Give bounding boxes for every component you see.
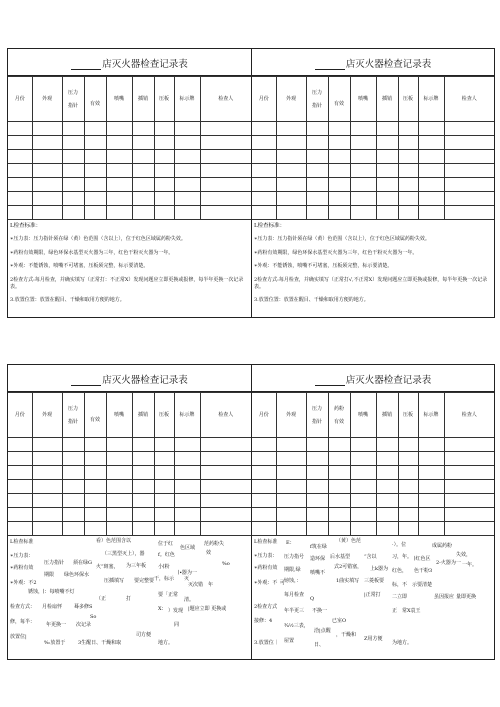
inspection-table <box>8 76 251 220</box>
garbled-text: 每月检查 <box>284 592 305 598</box>
header-month: 月份 <box>252 77 276 122</box>
garbled-text: ）发现 <box>168 608 184 614</box>
garbled-text: ∗压力表： <box>10 553 34 559</box>
garbled-text: 二立即 <box>392 594 408 600</box>
garbled-text: 失效， <box>456 552 472 558</box>
header-appearance: 外观 <box>276 77 306 122</box>
garbled-text: %o <box>222 561 230 567</box>
header-pin: 插销 <box>132 393 154 438</box>
garbled-text: f。红色 <box>158 552 175 558</box>
notes-title: L检查标准： <box>254 223 286 229</box>
garbled-text: 检查方式： <box>10 604 36 610</box>
header-inspector: 检查人 <box>200 77 251 122</box>
form-title <box>252 49 494 76</box>
table-row <box>252 452 494 466</box>
table-row <box>8 494 251 508</box>
garbled-text: 压插填写 <box>104 578 125 584</box>
inspection-notes-garbled <box>252 536 494 651</box>
garbled-text: 喷嘴不 <box>310 570 326 576</box>
record-panel-top-right <box>251 49 494 317</box>
note-placement: 3.放置位置：放置在醒目、干燥和取用方便的地方。 <box>254 297 369 303</box>
garbled-text: 可 <box>280 580 286 586</box>
garbled-text: 不换一 <box>312 608 328 614</box>
garbled-text: 绿色环保水 <box>64 572 90 578</box>
garbled-text: 月检扇怦 <box>42 604 63 610</box>
inspection-table <box>252 76 494 220</box>
note-agent-validity: ∗药粉有效期限，绿色环保水基型灭火器为三年，红色干粉灭火器为一年。 <box>10 249 174 256</box>
garbled-text: ，干燥和 <box>336 632 357 638</box>
garbled-text: 灭 <box>184 576 190 582</box>
garbled-text: 干，标示 <box>154 576 175 582</box>
garbled-text: |题应立即 更换或 <box>188 606 227 612</box>
garbled-text: 为三年板 <box>126 563 147 569</box>
header-hose: 压板 <box>398 77 418 122</box>
header-nozzle: 喷嘴 <box>350 77 376 122</box>
header-hose: 压板 <box>398 393 418 438</box>
garbled-text: （三黑型灭上），器 <box>102 551 145 557</box>
note-agent-validity: ∗药粉有效期限，绿色环保水基型灭火器为三年，红色干粉灭火器为一年。 <box>254 249 418 256</box>
garbled-text: 地方。 <box>158 640 174 646</box>
inspection-notes <box>252 220 494 304</box>
garbled-text: E： <box>286 540 295 546</box>
table-row <box>252 494 494 508</box>
garbled-text: （正 <box>96 596 107 602</box>
garbled-text: 要完整要 <box>134 578 155 584</box>
garbled-text: 已室O <box>332 618 347 624</box>
header-nozzle: 喷嘴 <box>106 77 132 122</box>
table-row <box>252 466 494 480</box>
inspection-table <box>252 392 494 536</box>
garbled-text: 屋置 <box>284 638 295 644</box>
garbled-text: 成属药粉 <box>432 543 453 549</box>
garbled-text: 洽|点醒 <box>314 628 331 634</box>
table-row <box>252 192 494 206</box>
header-month: 月份 <box>8 77 32 122</box>
garbled-text: 色区域 <box>180 545 196 551</box>
table-row <box>252 164 494 178</box>
table-row <box>252 480 494 494</box>
garbled-text: 式2可错塞， <box>334 564 363 570</box>
header-nozzle: 喷嘴 <box>106 393 132 438</box>
garbled-text: |正常打 <box>364 592 381 598</box>
header-agent-validity: 有效 <box>84 393 106 438</box>
garbled-text: 打 <box>126 596 132 602</box>
garbled-text: 为地方。 <box>392 640 413 646</box>
form-title-text: 店灭火器检查记录表 <box>102 59 188 70</box>
garbled-text: （黄）色范 <box>336 538 362 544</box>
garbled-text: 后水基型 <box>330 554 351 560</box>
garbled-text: 2检查方式 <box>254 604 278 610</box>
form-title-text: 店灭火器检查记录表 <box>345 59 432 70</box>
inspection-table <box>8 392 251 536</box>
header-pressure-gauge: 压力 指针 <box>306 393 328 438</box>
table-row <box>8 206 251 220</box>
note-appearance: ∗外观：不能锈蚀，喷嘴不可堵塞，压板须完整，标示要清楚。 <box>10 263 149 269</box>
garbled-text: 小∣粉 <box>158 564 170 570</box>
store-name-blank <box>71 375 101 386</box>
header-month: 月份 <box>8 393 32 438</box>
garbled-text: ∣红色区 <box>414 556 431 562</box>
table-row <box>8 466 251 480</box>
header-appearance: 外观 <box>32 77 62 122</box>
store-name-blank <box>71 59 101 70</box>
note-pressure: ∗压力表：压力指针须在绿（黄）色范围（含以上），位于红色区域属药粉失效。 <box>10 236 186 242</box>
garbled-text: ∗压力表： <box>254 553 278 559</box>
garbled-text: 习，年。 <box>392 554 413 560</box>
header-label: 标示牌 <box>418 393 444 438</box>
record-panel-bottom-right <box>251 365 494 659</box>
note-method: 2检查方式:每月检查，并确实填写（正常打√,不正常X）发现问题应立即更换或报修，每半年更换一次记录表。 <box>254 276 488 290</box>
garbled-text: L检查标准 <box>254 539 278 545</box>
table-row <box>252 508 494 522</box>
garbled-text: ·）。位 <box>392 542 407 548</box>
header-label: 标示牌 <box>174 77 200 122</box>
form-title <box>8 49 251 76</box>
garbled-text: So <box>90 614 97 620</box>
garbled-text: 期限,绿 <box>284 567 301 573</box>
garbled-text: Q <box>310 596 315 602</box>
note-appearance: ∗外观：不能锈蚀，喷嘴不可堵塞，压板须完整，标示要清楚。 <box>254 263 393 269</box>
table-row <box>8 150 251 164</box>
garbled-text: 接修：4 <box>254 618 273 624</box>
inspection-notes-garbled <box>8 536 251 651</box>
garbled-text: 1曲实填写 <box>336 578 360 584</box>
record-sheet-top <box>7 48 495 318</box>
garbled-text: 效 <box>206 550 212 556</box>
table-row <box>8 164 251 178</box>
table-row <box>252 206 494 220</box>
garbled-text: 量即更换 <box>456 594 477 600</box>
record-sheet-bottom <box>7 364 495 660</box>
header-month: 月份 <box>252 393 276 438</box>
header-inspector: 检查人 <box>444 77 494 122</box>
header-pin: 插销 <box>376 77 398 122</box>
garbled-text: 日、 <box>314 642 325 648</box>
garbled-text: 范药粉失 <box>204 541 225 547</box>
header-pressure-gauge: 压力 指针 <box>306 77 328 122</box>
garbled-text: 蓦多修S <box>74 604 93 610</box>
note-placement: 3.放置位置：放置在醒目、干燥和取用方便的地方。 <box>10 297 125 303</box>
garbled-text: 看）色范围含以 <box>96 538 132 544</box>
garbled-text: ¾½三表， <box>284 623 309 629</box>
garbled-text: 压力指号 <box>284 554 305 560</box>
header-label: 标示牌 <box>174 393 200 438</box>
garbled-text: 红色， <box>392 568 408 574</box>
note-method: 2检查方式:每月检查，并确实填写（正常打：不正常X）发现问题应立即更换或报修，每半年更换一次记录表。 <box>10 276 244 290</box>
header-nozzle: 喷嘴 <box>350 393 376 438</box>
header-pressure-gauge: 压力 指针 <box>62 77 84 122</box>
header-hose: 压板 <box>154 393 174 438</box>
garbled-text: ∣∙器为一 <box>178 570 197 576</box>
inspection-notes <box>8 220 251 304</box>
header-pin: 插销 <box>376 393 398 438</box>
table-row <box>8 508 251 522</box>
garbled-text: L检查标准 <box>10 539 34 545</box>
garbled-text: 期限 <box>44 572 55 578</box>
garbled-text: ∗外观：不 <box>254 580 278 586</box>
garbled-text: 常X袁王 <box>402 608 421 614</box>
header-pressure-gauge: 压力 指针 <box>62 393 84 438</box>
header-pin: 插销 <box>132 77 154 122</box>
garbled-text: 年 <box>208 582 214 588</box>
garbled-text: %:放置于 <box>44 640 66 646</box>
garbled-text: 次记录 <box>76 622 92 628</box>
garbled-text: 位于红 <box>158 541 174 547</box>
record-panel-top-left <box>8 49 251 317</box>
table-row <box>252 178 494 192</box>
garbled-text: 正 <box>392 608 398 614</box>
garbled-text: 色干粉3 <box>414 568 433 574</box>
note-pressure: ∗压力表：压力指针须在绿（黄）色范围（含以上），位于红色区域属药粉失效。 <box>254 236 430 242</box>
garbled-text: 修，每半： <box>10 619 36 625</box>
table-row <box>8 522 251 536</box>
garbled-text: 虽因报应 <box>434 594 455 600</box>
form-title-text: 店灭火器检查记录表 <box>102 375 188 386</box>
garbled-text: 放置位| <box>10 634 27 640</box>
garbled-text: f筑在绿 <box>310 544 327 550</box>
header-agent-validity: 药粉 有效 <box>328 393 350 438</box>
header-inspector: 检查人 <box>444 393 494 438</box>
table-row <box>8 452 251 466</box>
garbled-text: 压力指针 <box>44 560 65 566</box>
garbled-text: 清。 <box>184 597 195 603</box>
garbled-text: 3生醒日、干燥和取 <box>78 640 122 646</box>
table-row <box>252 438 494 452</box>
garbled-text: Z用方便 <box>364 636 383 642</box>
table-row <box>8 178 251 192</box>
table-row <box>8 480 251 494</box>
header-appearance: 外观 <box>32 393 62 438</box>
store-name-blank <box>315 375 345 386</box>
form-title <box>8 365 251 392</box>
garbled-text: X： <box>158 606 167 612</box>
header-appearance: 外观 <box>276 393 306 438</box>
garbled-text: 镑蚀，： <box>284 578 302 584</box>
garbled-text: 造环保 <box>310 556 326 562</box>
header-hose: 压板 <box>154 77 174 122</box>
garbled-text: 要「正常 <box>158 592 179 598</box>
table-row <box>252 522 494 536</box>
header-agent-validity: 有效 <box>328 77 350 122</box>
garbled-text: 示要清楚 <box>412 582 433 588</box>
store-name-blank <box>315 59 345 70</box>
garbled-text: ∗外观：不2 <box>10 580 37 586</box>
garbled-text: 司方便 <box>136 632 152 638</box>
garbled-text: 上k器为 <box>370 566 389 572</box>
header-inspector: 检查人 <box>200 393 251 438</box>
garbled-text: 锈蚀，∣：每喷嘴不灯 <box>28 589 75 595</box>
garbled-text: 一年。 <box>462 562 478 568</box>
table-row <box>8 136 251 150</box>
form-title <box>252 365 494 392</box>
table-row <box>252 150 494 164</box>
record-panel-bottom-left <box>8 365 251 659</box>
garbled-text: 三菱板要 <box>364 578 385 584</box>
garbled-text: 同 <box>174 622 180 628</box>
table-row <box>8 192 251 206</box>
garbled-text: 灭次错 <box>188 582 204 588</box>
table-row <box>252 136 494 150</box>
garbled-text: 年更换一 <box>46 622 67 628</box>
garbled-text: 标，不 <box>392 582 408 588</box>
header-label: 标示牌 <box>418 77 444 122</box>
garbled-text: “含以 <box>364 554 377 560</box>
garbled-text: 年半更三 <box>284 608 305 614</box>
garbled-text: ∗药粉有效 <box>254 565 278 571</box>
garbled-text: 3.放置位｜ <box>254 640 279 646</box>
garbled-text: 2-火器为一 <box>436 560 461 566</box>
table-row <box>252 122 494 136</box>
header-agent-validity: 有效 <box>84 77 106 122</box>
notes-title: L检查标准： <box>10 223 42 229</box>
table-row <box>8 438 251 452</box>
garbled-text: 火”斑塞， <box>96 564 119 570</box>
form-title-text: 店灭火器检查记录表 <box>345 375 432 386</box>
garbled-text: 须在绿G <box>73 560 92 566</box>
table-row <box>8 122 251 136</box>
garbled-text: ∗药粉有效 <box>10 565 34 571</box>
